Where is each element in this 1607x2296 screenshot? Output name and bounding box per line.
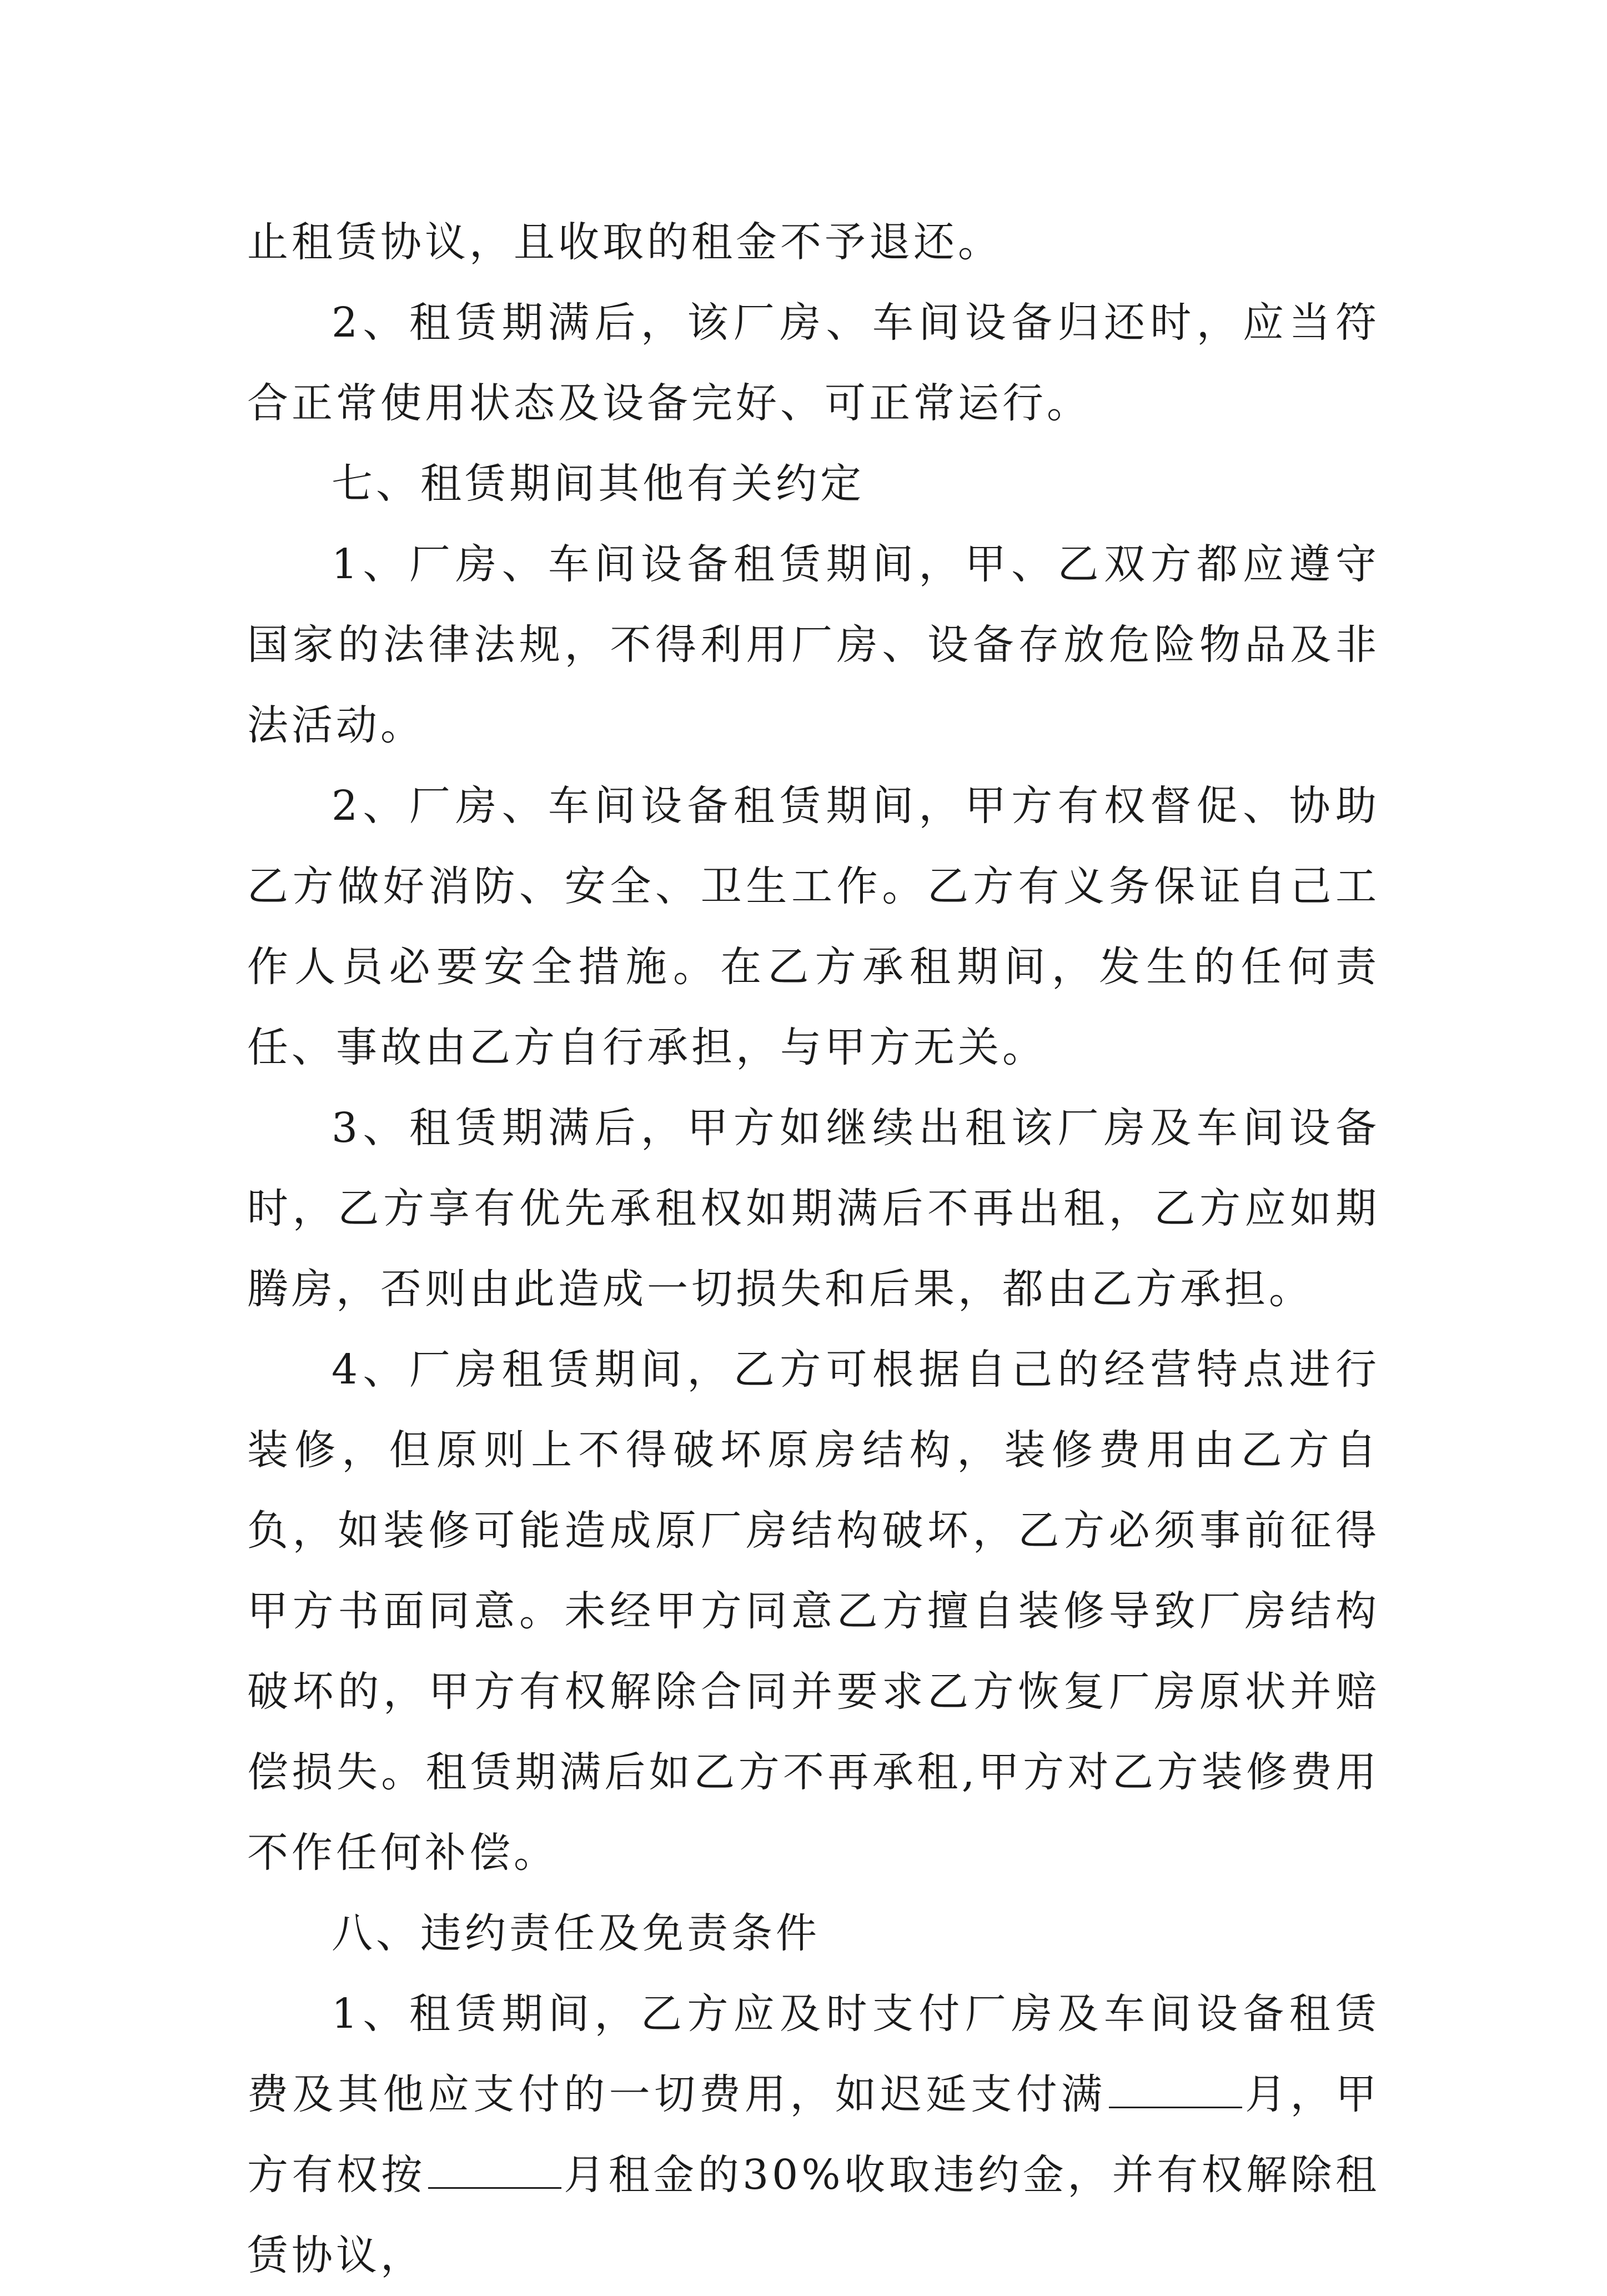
fill-in-blank: [428, 2153, 561, 2189]
paragraph: 2、租赁期满后，该厂房、车间设备归还时，应当符合正常使用状态及设备完好、可正常运行。: [247, 299, 1380, 427]
paragraph-text: 1、租赁期间，乙方应及时支付厂房及车间设备租赁费及其他应支付的一切费用，如迟延支付满: [247, 1990, 1380, 2118]
paragraph: [247, 1974, 1380, 2296]
paragraph: 止租赁协议，且收取的租金不予退还。: [247, 218, 1002, 266]
paragraph-text: 月，甲方有权按: [247, 2071, 1380, 2199]
section-heading: 八、违约责任及免责条件: [332, 1909, 820, 1957]
paragraph: 1、厂房、车间设备租赁期间，甲、乙双方都应遵守国家的法律法规，不得利用厂房、设备存放危险物品及非法活动。: [247, 540, 1380, 749]
paragraph-text: 月租金的30%收取违约金，并有权解除租赁协议，: [247, 2151, 1380, 2279]
document-body: [247, 202, 1380, 2296]
paragraph: 3、租赁期满后，甲方如继续出租该厂房及车间设备时，乙方享有优先承租权如期满后不再出租，乙方应如期腾房，否则由此造成一切损失和后果，都由乙方承担。: [247, 1104, 1380, 1313]
paragraph: 2、厂房、车间设备租赁期间，甲方有权督促、协助乙方做好消防、安全、卫生工作。乙方有义务保证自己工作人员必要安全措施。在乙方承租期间，发生的任何责任、事故由乙方自行承担，与甲方无关。: [247, 782, 1380, 1071]
fill-in-blank: [1109, 2072, 1242, 2108]
section-heading: 七、租赁期间其他有关约定: [332, 460, 865, 508]
paragraph: 4、厂房租赁期间，乙方可根据自己的经营特点进行装修，但原则上不得破坏原房结构，装修费用由乙方自负，如装修可能造成原厂房结构破坏，乙方必须事前征得甲方书面同意。未经甲方同意乙方擅自装修导致厂房结构破坏的，甲方有权解除合同并要求乙方恢复厂房原状并赔偿损失。租赁期满后如乙方不再承租,甲方对乙方装修费用不作任何补偿。: [247, 1346, 1380, 1877]
